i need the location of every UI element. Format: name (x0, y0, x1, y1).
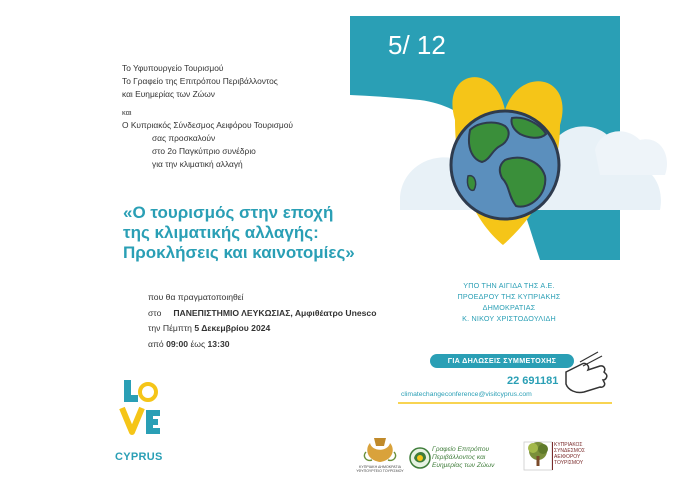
venue-prefix: στο (148, 307, 162, 318)
event-details (148, 290, 376, 352)
title-line: «Ο τουρισμός στην εποχή (123, 203, 334, 222)
intro-text-block (122, 62, 382, 172)
env-line: Περιβάλλοντος και (432, 454, 486, 462)
aegis-text (436, 280, 582, 324)
ministry-logo-text: ΚΥΠΡΙΑΚΗ ΔΗΜΟΚΡΑΤΙΑ ΥΦΥΠΟΥΡΓΕΙΟ ΤΟΥΡΙΣΜΟΥ (356, 465, 404, 474)
conference-title (123, 203, 423, 263)
title-line: της κλιματικής αλλαγής: (123, 223, 319, 242)
date-prefix: την Πέμπτη (148, 323, 192, 333)
cloud-shape-2 (595, 131, 667, 175)
registration-phone[interactable]: 22 691181 (507, 375, 559, 387)
registration-email-link[interactable]: climatechangeconference@visitcyprus.com (401, 391, 532, 398)
assoc-line: ΣΥΝΔΕΣΜΟΣ (554, 448, 585, 454)
intro-line: για την κλιματική αλλαγή (152, 159, 243, 170)
globe-icon (451, 111, 559, 219)
env-line: Ευημερίας των Ζώων (432, 462, 495, 470)
aegis-line: ΠΡΟΕΔΡΟΥ ΤΗΣ ΚΥΠΡΙΑΚΗΣ (457, 292, 561, 301)
intro-line: και (122, 107, 132, 117)
date-badge: 5/ 12 (388, 30, 446, 60)
time-line (148, 337, 376, 353)
environment-logo-icon (410, 448, 430, 468)
love-logo-mark (122, 380, 160, 434)
intro-line: Ο Κυπριακός Σύνδεσμος Αειφόρου Τουρισμού (122, 119, 293, 130)
association-logo-text (554, 442, 610, 466)
assoc-line: ΚΥΠΡΙΑΚΟΣ (554, 442, 583, 448)
registration-button[interactable]: ΓΙΑ ΔΗΛΩΣΕΙΣ ΣΥΜΜΕΤΟΧΗΣ (430, 354, 574, 368)
event-date: 5 Δεκεμβρίου 2024 (194, 323, 271, 333)
assoc-line: ΤΟΥΡΙΣΜΟΥ (554, 460, 584, 466)
assoc-line: ΑΕΙΦΟΡΟΥ (554, 454, 581, 460)
aegis-line: Κ. ΝΙΚΟΥ ΧΡΙΣΤΟΔΟΥΛΙΔΗ (462, 314, 556, 323)
love-cyprus-logo-text: CYPRUS (115, 451, 163, 463)
held-label: που θα πραγματοποιηθεί (148, 292, 244, 302)
aegis-line: ΔΗΜΟΚΡΑΤΙΑΣ (482, 303, 536, 312)
intro-line: στο 2ο Παγκύπριο συνέδριο (152, 146, 256, 157)
time-to-label: έως (190, 338, 206, 349)
tree-logo-icon (524, 442, 553, 470)
intro-line: και Ευημερίας των Ζώων (122, 89, 215, 100)
venue-name: ΠΑΝΕΠΙΣΤΗΜΙΟ ΛΕΥΚΩΣΙΑΣ, Αμφιθέατρο Unesco (173, 307, 377, 318)
title-line: Προκλήσεις και καινοτομίες» (123, 243, 355, 262)
time-from-label: από (148, 338, 164, 349)
time-from: 09:00 (166, 338, 189, 349)
cyprus-emblem-icon (364, 438, 395, 462)
date-line (148, 321, 376, 337)
venue-line (148, 306, 376, 322)
environment-office-logo-text (432, 446, 510, 471)
intro-line: σας προσκαλούν (152, 133, 216, 144)
intro-line: Το Γραφείο της Επιτρόπου Περιβάλλοντος (122, 76, 278, 87)
env-line: Γραφείο Επιτρόπου (432, 446, 490, 453)
time-to: 13:30 (207, 338, 230, 349)
aegis-line: ΥΠΟ ΤΗΝ ΑΙΓΙΔΑ ΤΗΣ Α.Ε. (463, 281, 555, 290)
intro-line: Το Υφυπουργείο Τουρισμού (122, 63, 224, 73)
